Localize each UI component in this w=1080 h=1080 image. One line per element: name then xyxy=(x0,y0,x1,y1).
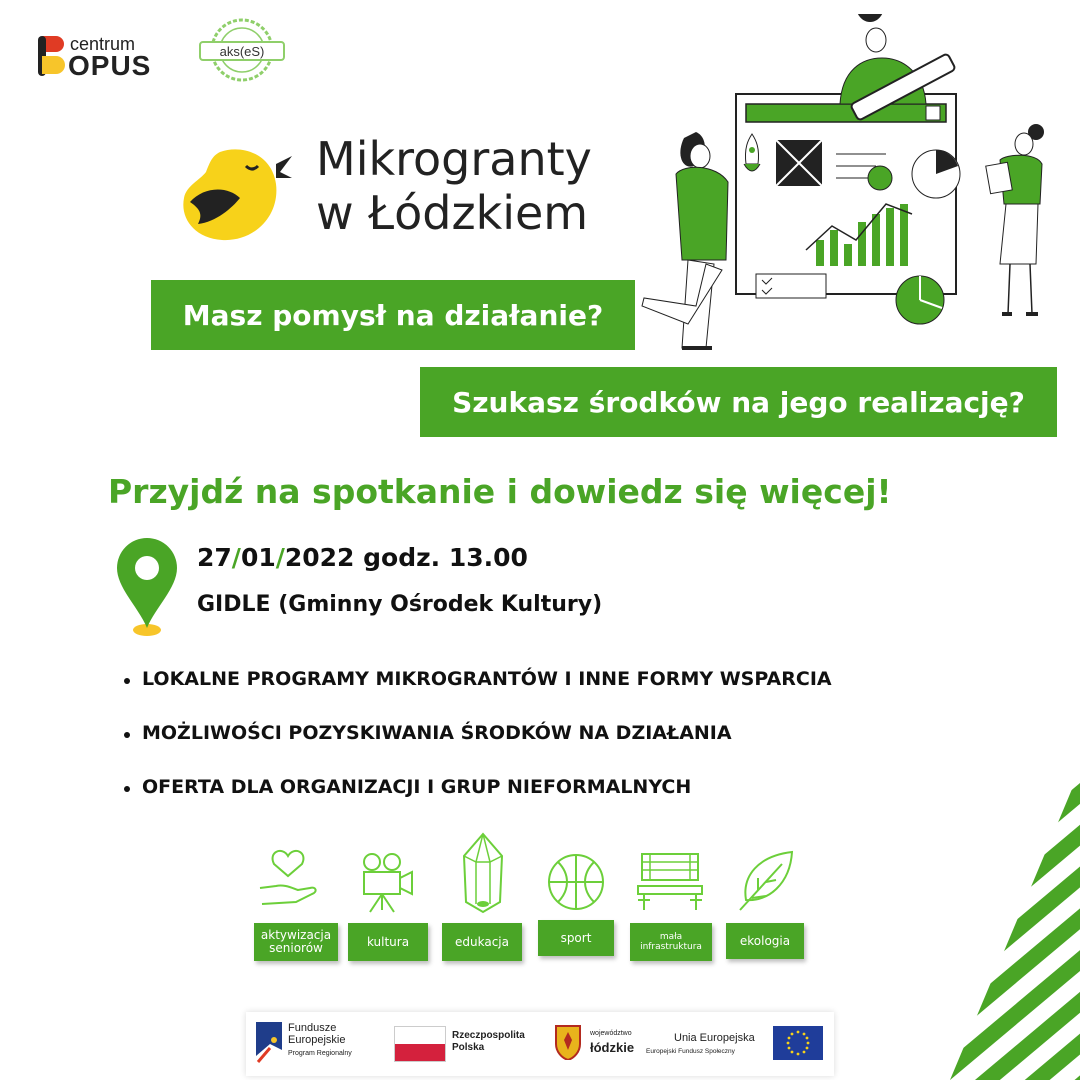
opus-logo-small-text: centrum xyxy=(70,34,136,54)
diagonal-stripes-decoration xyxy=(950,770,1080,1080)
team-illustration xyxy=(636,14,1056,354)
eu-line-2: Europejski Fundusz Społeczny xyxy=(646,1048,735,1055)
category-label-culture: kultura xyxy=(348,923,428,961)
title-line-1: Mikrogranty xyxy=(316,132,592,186)
event-month: 01 xyxy=(240,543,276,572)
opus-logo-big-text: OPUS xyxy=(68,50,152,81)
ball-icon xyxy=(546,852,606,912)
rp-line-1: Rzeczpospolita xyxy=(452,1030,525,1041)
lodz-line-2: łódzkie xyxy=(590,1040,635,1055)
topic-text: LOKALNE PROGRAMY MIKROGRANTÓW I INNE FORMY WSPARCIA xyxy=(142,668,832,690)
bench-icon xyxy=(636,852,704,912)
category-label-sport: sport xyxy=(538,920,614,956)
location-pin-icon xyxy=(115,536,179,640)
topics-list xyxy=(124,668,832,830)
title-line-2: w Łódzkiem xyxy=(316,186,589,240)
opus-logo-icon xyxy=(36,32,66,82)
bullet-dot xyxy=(124,732,130,738)
topic-text: MOŻLIWOŚCI POZYSKIWANIA ŚRODKÓW NA DZIAŁANIA xyxy=(142,722,732,744)
crystal-icon xyxy=(460,832,506,914)
category-label-ecology: ekologia xyxy=(726,923,804,959)
dashboard-board-icon xyxy=(736,94,960,324)
lodz-line-1: województwo xyxy=(590,1030,632,1037)
bird-logo-icon xyxy=(180,146,292,246)
heart-hand-icon xyxy=(258,848,328,908)
polish-flag-icon xyxy=(394,1026,446,1062)
topic-text: OFERTA DLA ORGANIZACJI I GRUP NIEFORMALNYCH xyxy=(142,776,692,798)
film-camera-icon xyxy=(356,852,416,914)
rp-line-2: Polska xyxy=(452,1042,485,1053)
leaf-icon xyxy=(738,850,796,912)
fe-line-3: Program Regionalny xyxy=(288,1050,352,1057)
fundusze-europejskie-icon xyxy=(256,1022,282,1066)
eu-line-1: Unia Europejska xyxy=(674,1032,755,1044)
event-place: GIDLE (Gminny Ośrodek Kultury) xyxy=(197,592,603,617)
eu-flag-icon xyxy=(773,1026,823,1060)
date-separator-1: / xyxy=(231,543,241,572)
question-box-1 xyxy=(151,280,635,350)
question-1-text: Masz pomysł na działanie? xyxy=(182,298,604,332)
category-label-infrastructure: mała infrastruktura xyxy=(630,923,712,961)
event-year-time: 2022 godz. 13.00 xyxy=(284,543,528,572)
list-item xyxy=(124,668,832,722)
category-label-education: edukacja xyxy=(442,923,522,961)
event-day: 27 xyxy=(197,543,232,572)
call-to-action-heading: Przyjdź na spotkanie i dowiedz się więcej! xyxy=(108,472,892,511)
person-with-clipboard-icon xyxy=(986,124,1044,314)
list-item xyxy=(124,722,832,776)
question-2-text: Szukasz środków na jego realizację? xyxy=(452,385,1025,419)
event-date xyxy=(197,543,528,572)
funding-footer xyxy=(246,1012,834,1076)
list-item xyxy=(124,776,832,830)
lodzkie-coat-of-arms-icon xyxy=(554,1024,582,1060)
question-box-2 xyxy=(420,367,1057,437)
fe-line-1: Fundusze xyxy=(288,1022,337,1034)
date-separator-2: / xyxy=(275,543,285,572)
akses-seal xyxy=(196,14,288,86)
bullet-dot xyxy=(124,786,130,792)
bullet-dot xyxy=(124,678,130,684)
fe-line-2: Europejskie xyxy=(288,1034,346,1046)
akses-text: aks(eS) xyxy=(219,44,265,59)
category-label-seniors: aktywizacja seniorów xyxy=(254,923,338,961)
